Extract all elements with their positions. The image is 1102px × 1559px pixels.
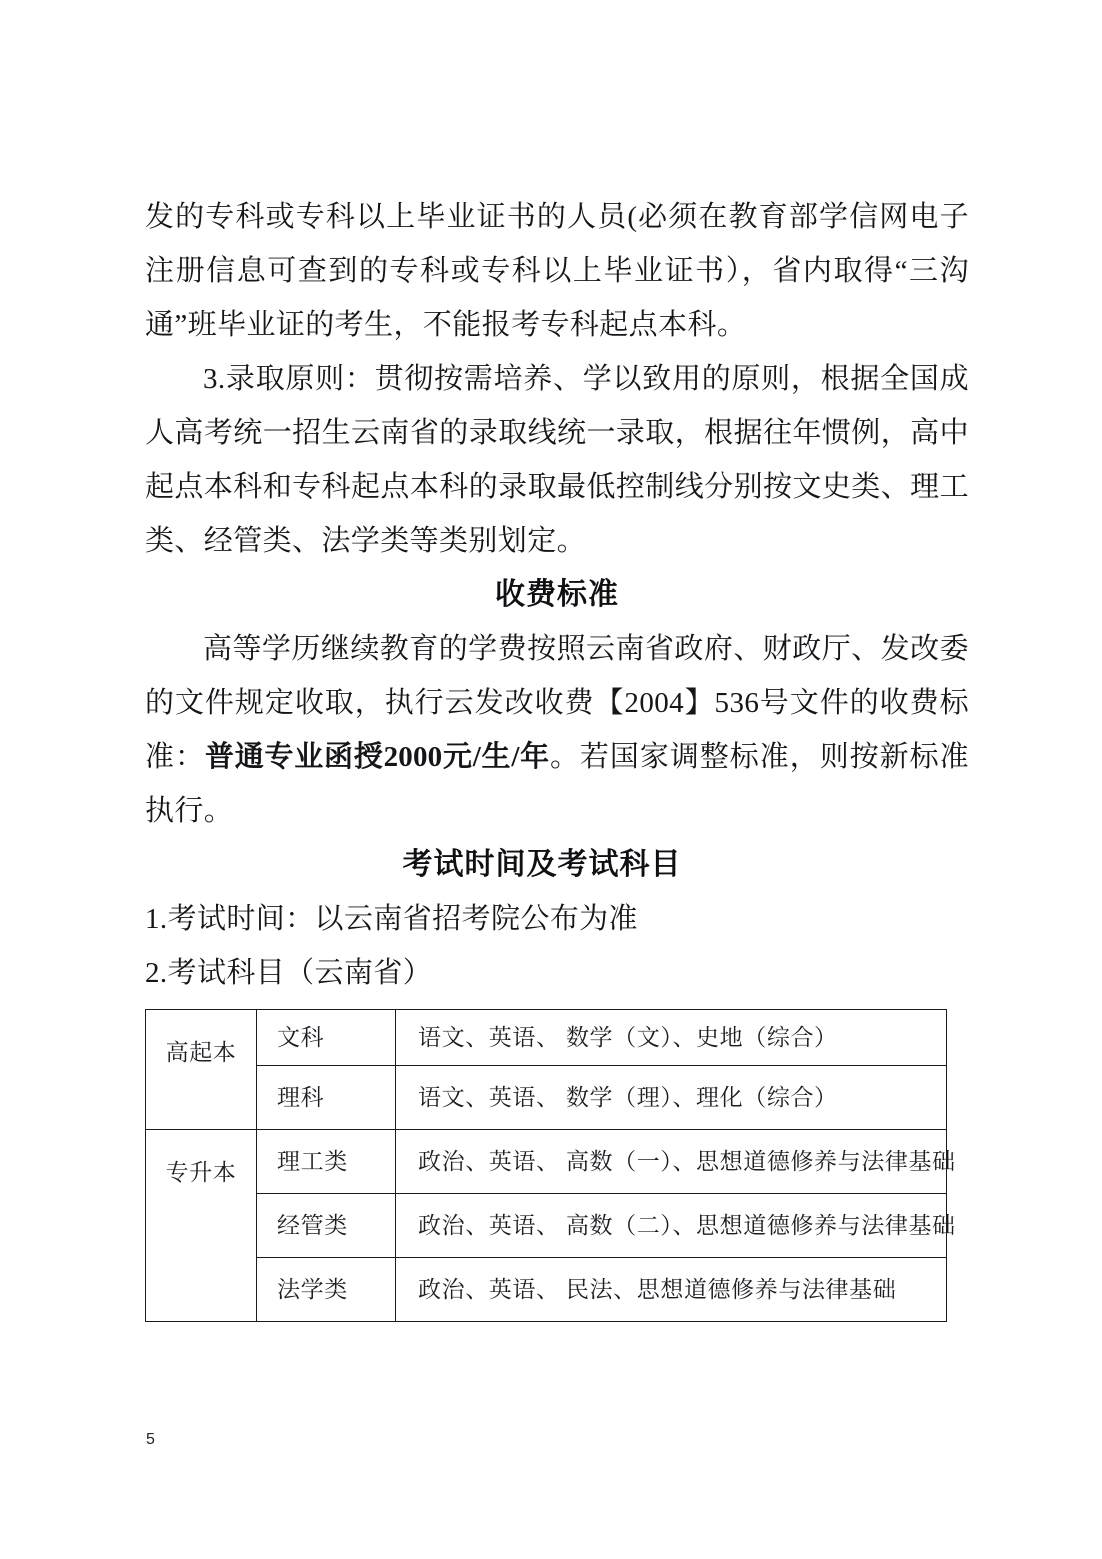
table-cell-subjects: 政治、英语、 民法、思想道德修养与法律基础	[396, 1258, 947, 1322]
table-row	[146, 1066, 947, 1130]
exam-subjects-table	[145, 1009, 956, 1322]
paragraph-admission-principles: 3.录取原则：贯彻按需培养、学以致用的原则，根据全国成人高考统一招生云南省的录取线统一录取，根据往年惯例，高中起点本科和专科起点本科的录取最低控制线分别按文史类、理工类、经管类、法学类等类别划定。	[145, 363, 969, 557]
paragraph-continued-requirements: 发的专科或专科以上毕业证书的人员(必须在教育部学信网电子注册信息可查到的专科或专科以上毕业证书），省内取得“三沟通”班毕业证的考生，不能报考专科起点本科。	[145, 201, 969, 341]
table-row	[146, 1194, 947, 1258]
table-row	[146, 1010, 947, 1066]
paragraph-fee-standard	[145, 622, 969, 838]
table-cell-subjects: 语文、英语、 数学（文）、史地（综合）	[396, 1010, 947, 1066]
table-cell-stream: 理科	[257, 1066, 396, 1130]
page-content	[145, 190, 969, 1322]
table-cell-stream: 经管类	[257, 1194, 396, 1258]
list-item-exam-subjects: 2.考试科目（云南省）	[145, 957, 433, 989]
table-cell-level: 高起本	[146, 1010, 257, 1130]
fee-text-before: 高等学历继续教育的学费按照云南省政府、财政厅、发改委的文件规定收取，执行云发改收费【2004】536号文件的收费标准：	[145, 633, 969, 773]
list-item-exam-time: 1.考试时间：以云南省招考院公布为准	[145, 903, 638, 935]
table-cell-stream: 文科	[257, 1010, 396, 1066]
page-number: 5	[146, 1431, 155, 1448]
table-cell-stream: 理工类	[257, 1130, 396, 1194]
table-cell-level: 专升本	[146, 1130, 257, 1322]
table-cell-stream: 法学类	[257, 1258, 396, 1322]
table-cell-subjects: 语文、英语、 数学（理）、理化（综合）	[396, 1066, 947, 1130]
section-heading-fee-standard: 收费标准	[495, 578, 619, 611]
exam-subjects-table-body	[146, 1010, 956, 1322]
table-cell-subjects: 政治、英语、 高数（一）、思想道德修养与法律基础	[396, 1130, 947, 1194]
fee-text-after: 。若国家调整标准，则按新标准执行。	[145, 741, 969, 827]
table-row	[146, 1130, 947, 1194]
table-row	[146, 1258, 947, 1322]
table-cell-subjects: 政治、英语、 高数（二）、思想道德修养与法律基础	[396, 1194, 947, 1258]
section-heading-exam-time-subjects: 考试时间及考试科目	[402, 848, 682, 881]
fee-amount-bold: 普通专业函授2000元/生/年	[204, 741, 550, 773]
